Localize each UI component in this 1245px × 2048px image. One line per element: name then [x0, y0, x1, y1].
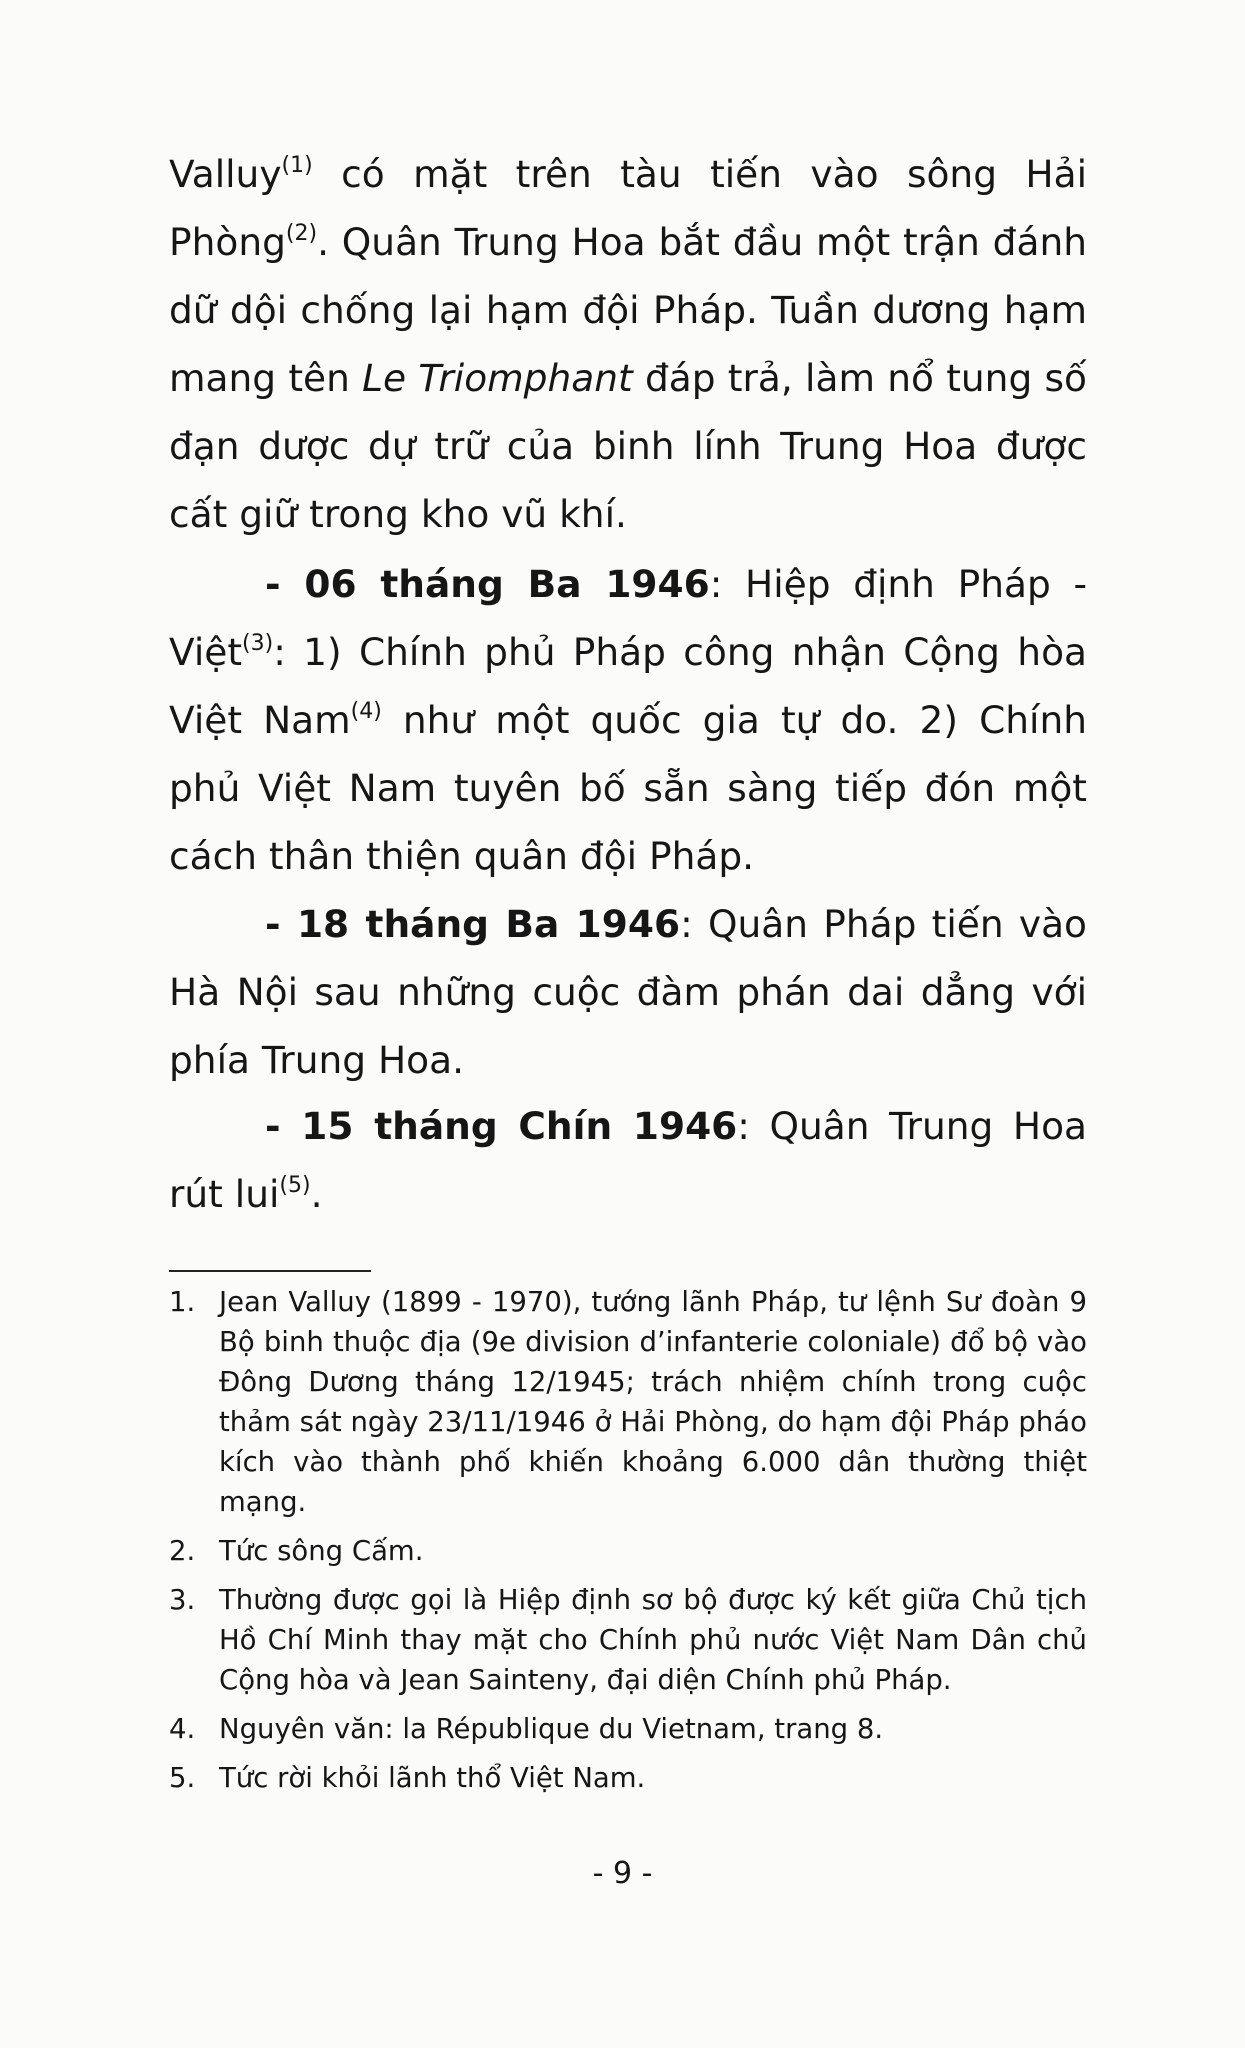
- footnote-item: [169, 1531, 1087, 1571]
- text-segment: Valluy: [169, 152, 282, 196]
- footnote-item: [169, 1758, 1087, 1798]
- date-heading: - 15 tháng Chín 1946: [265, 1104, 738, 1148]
- main-paragraph-2: [169, 550, 1087, 890]
- text-segment: : Quân Trung Hoa rút lui: [169, 1104, 1088, 1216]
- ship-name: Le Triomphant: [362, 356, 633, 400]
- footnote-ref-5: (5): [279, 1172, 311, 1198]
- footnote-text: Thường được gọi là Hiệp định sơ bộ được ký kết giữa Chủ tịch Hồ Chí Minh thay mặt cho Chính phủ nước Việt Nam Dân chủ Cộng hòa và Jean Sainteny, đại diện Chính phủ Pháp.: [219, 1584, 1087, 1696]
- text-segment: đáp trả, làm nổ tung số đạn dược dự trữ của binh lính Trung Hoa được cất giữ trong kho vũ khí.: [169, 356, 1087, 536]
- text-segment: . Quân Trung Hoa bắt đầu một trận đánh dữ dội chống lại hạm đội Pháp. Tuần dương hạm mang tên: [169, 220, 1087, 400]
- footnote-ref-3: (3): [242, 630, 274, 656]
- footnote-text: Jean Valluy (1899 - 1970), tướng lãnh Pháp, tư lệnh Sư đoàn 9 Bộ binh thuộc địa (9e division d’infanterie coloniale) đổ bộ vào Đông Dương tháng 12/1945; trách nhiệm chính trong cuộc thảm sát ngày 23/11/1946 ở Hải Phòng, do hạm đội Pháp pháo kích vào thành phố khiến khoảng 6.000 dân thường thiệt mạng.: [219, 1286, 1087, 1518]
- text-segment: có mặt trên tàu tiến vào sông Hải Phòng: [169, 152, 1087, 264]
- footnote-item: [169, 1709, 1087, 1749]
- main-paragraph-4: [169, 1092, 1087, 1228]
- text-segment: như một quốc gia tự do. 2) Chính phủ Việt Nam tuyên bố sẵn sàng tiếp đón một cách thân thiện quân đội Pháp.: [169, 698, 1087, 878]
- date-heading: - 06 tháng Ba 1946: [265, 562, 710, 606]
- text-segment: : Hiệp định Pháp - Việt: [169, 562, 1087, 674]
- footnote-number: 5.: [169, 1762, 196, 1794]
- footnote-divider: [169, 1270, 371, 1272]
- footnote-text: Tức sông Cấm.: [219, 1535, 424, 1567]
- footnote-ref-4: (4): [350, 698, 382, 724]
- footnote-number: 4.: [169, 1713, 196, 1745]
- text-segment: .: [310, 1172, 323, 1216]
- footnote-ref-1: (1): [281, 152, 313, 178]
- footnote-item: [169, 1580, 1087, 1700]
- main-paragraph-3: [169, 890, 1087, 1094]
- footnotes: [169, 1282, 1087, 1807]
- main-paragraph-1: [169, 140, 1087, 548]
- text-segment: : Quân Pháp tiến vào Hà Nội sau những cuộc đàm phán dai dẳng với phía Trung Hoa.: [169, 902, 1087, 1082]
- date-heading: - 18 tháng Ba 1946: [265, 902, 681, 946]
- footnote-item: [169, 1282, 1087, 1522]
- page-number: - 9 -: [592, 1856, 653, 1891]
- footnote-ref-2: (2): [285, 220, 318, 246]
- footnote-text: Tức rời khỏi lãnh thổ Việt Nam.: [219, 1762, 646, 1794]
- text-segment: : 1) Chính phủ Pháp công nhận Cộng hòa Việt Nam: [169, 630, 1087, 742]
- footnote-number: 1.: [169, 1286, 196, 1318]
- footnote-number: 3.: [169, 1584, 196, 1616]
- footnote-text: Nguyên văn: la République du Vietnam, trang 8.: [219, 1713, 884, 1745]
- footnote-number: 2.: [169, 1535, 196, 1567]
